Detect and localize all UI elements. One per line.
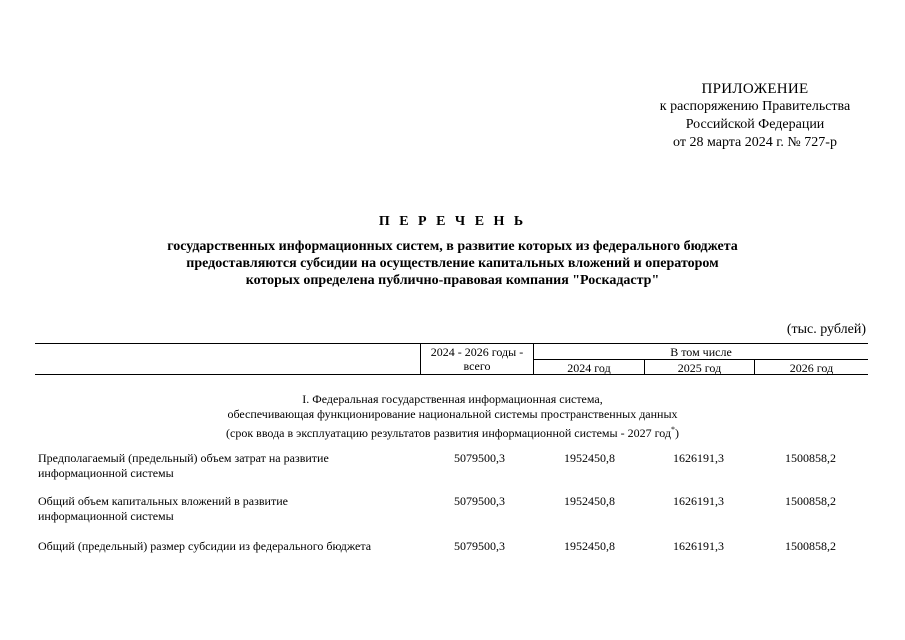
header-total-line-1: 2024 - 2026 годы - bbox=[430, 345, 524, 359]
section-line-3-end: ) bbox=[674, 426, 679, 440]
table-top-rule bbox=[35, 343, 868, 344]
document-heading: П Е Р Е Ч Е Н Ь bbox=[378, 214, 527, 229]
subheading-line-1: государственных информационных систем, в развитие которых из федерального бюджета bbox=[167, 239, 738, 254]
row-value-2026: 1500858,2 bbox=[785, 451, 836, 465]
row-value-2024: 1952450,8 bbox=[564, 494, 615, 508]
footnote-mark: * bbox=[670, 425, 675, 434]
document-subheading bbox=[100, 238, 805, 289]
header-year-2024: 2024 год bbox=[567, 361, 611, 375]
row-value-total: 5079500,3 bbox=[454, 451, 505, 465]
appendix-line-1: к распоряжению Правительства bbox=[659, 99, 851, 114]
table-row-label bbox=[38, 451, 418, 481]
table-header-mid-rule bbox=[533, 359, 868, 360]
row-label-line-1: Предполагаемый (предельный) объем затрат на развитие bbox=[38, 451, 329, 465]
section-line-1: I. Федеральная государственная информационная система, bbox=[302, 392, 603, 406]
row-value-2025: 1626191,3 bbox=[673, 494, 724, 508]
row-label-line-1: Общий объем капитальных вложений в развитие bbox=[38, 494, 288, 508]
row-value-2026: 1500858,2 bbox=[785, 539, 836, 553]
row-value-2024: 1952450,8 bbox=[564, 451, 615, 465]
subheading-line-3: которых определена публично-правовая компания "Роскадастр" bbox=[245, 273, 660, 288]
header-total-line-2: всего bbox=[463, 359, 491, 373]
table-row-label bbox=[38, 494, 418, 524]
header-year-2026: 2026 год bbox=[789, 361, 834, 375]
row-value-2024: 1952450,8 bbox=[564, 539, 615, 553]
row-value-2026: 1500858,2 bbox=[785, 494, 836, 508]
section-line-3-text: (срок ввода в эксплуатацию результатов развития информационной системы - 2027 год bbox=[226, 426, 671, 440]
row-value-total: 5079500,3 bbox=[454, 539, 505, 553]
subheading-line-2: предоставляются субсидии на осуществление капитальных вложений и оператором bbox=[186, 256, 719, 271]
header-total bbox=[421, 345, 533, 373]
row-label-line-2: информационной системы bbox=[38, 509, 174, 523]
row-value-2025: 1626191,3 bbox=[673, 539, 724, 553]
section-line-3 bbox=[150, 422, 755, 441]
row-value-2025: 1626191,3 bbox=[673, 451, 724, 465]
appendix-line-2: Российской Федерации bbox=[685, 117, 825, 132]
row-label-line-1: Общий (предельный) размер субсидии из федерального бюджета bbox=[38, 539, 372, 553]
header-year-2025: 2025 год bbox=[677, 361, 722, 375]
section-title bbox=[150, 392, 755, 441]
table-row-label bbox=[38, 539, 418, 554]
appendix-block bbox=[640, 80, 870, 152]
section-line-2: обеспечивающая функционирование национальной системы пространственных данных bbox=[227, 407, 678, 421]
header-including: В том числе bbox=[670, 345, 732, 359]
units-label: (тыс. рублей) bbox=[786, 322, 866, 337]
row-value-total: 5079500,3 bbox=[454, 494, 505, 508]
appendix-line-3: от 28 марта 2024 г. № 727-р bbox=[673, 135, 837, 150]
appendix-title: ПРИЛОЖЕНИЕ bbox=[701, 81, 809, 97]
row-label-line-2: информационной системы bbox=[38, 466, 174, 480]
